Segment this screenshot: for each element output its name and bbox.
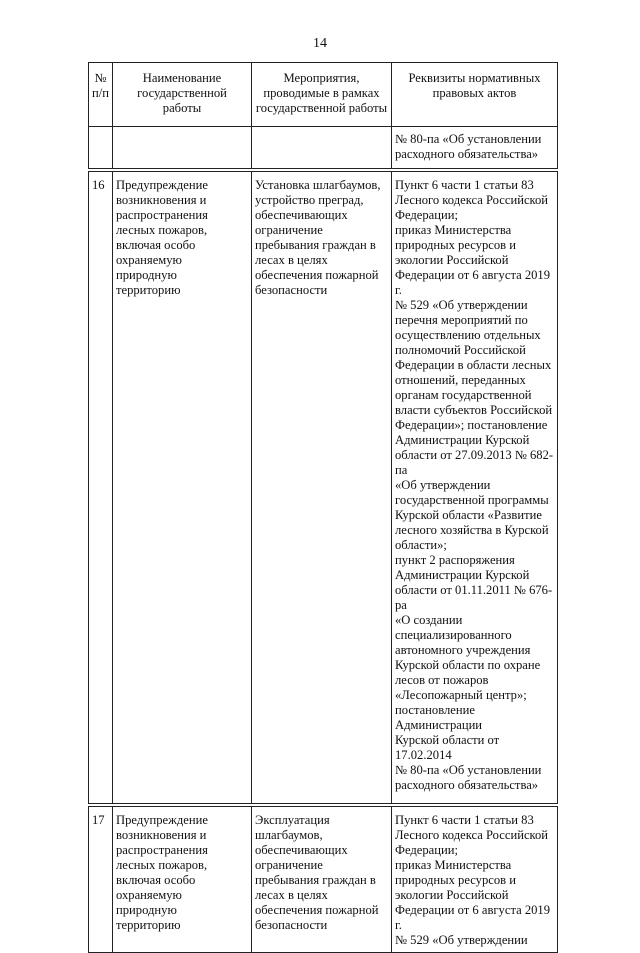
cell-acts: Пункт 6 части 1 статьи 83 Лесного кодекса Российской Федерации; приказ Министерства природных ресурсов и экологии Российской Федерации от 6 августа 2019 г. № 529 «Об утверждении перечня мероприятий по осуществлению отдельных полномочий Российской Федерации в области лесных отношений, переданных органам государственной власти субъектов Российской Федерации»; постановление Администрации Курской области от 27.09.2013 № 682-па «Об утверждении государственной программы Курской области «Развитие лесного хозяйства в Курской области»; пункт 2 распоряжения Администрации Курской области от 01.11.2011 № 676-ра «О создании специализированного автономного учреждения Курской области по охране лесов от пожаров «Лесопожарный центр»; постановление Администрации Курской области от 17.02.2014 № 80-па «Об установлении расходного обязательства» <box>392 172 558 804</box>
page-number: 14 <box>313 36 327 51</box>
cell-acts: Пункт 6 части 1 статьи 83 Лесного кодекса Российской Федерации; приказ Министерства природных ресурсов и экологии Российской Федерации от 6 августа 2019 г. № 529 «Об утверждении <box>392 807 558 953</box>
header-measures: Мероприятия, проводимые в рамках государственной работы <box>252 63 392 127</box>
table-row <box>89 807 558 953</box>
header-num: № п/п <box>89 63 113 127</box>
cell-measures <box>252 127 392 169</box>
cell-measures: Установка шлагбаумов, устройство преград, обеспечивающих ограничение пребывания граждан в лесах в целях обеспечения пожарной безопасности <box>252 172 392 804</box>
table-row-continuation <box>89 127 558 169</box>
cell-num: 16 <box>89 172 113 804</box>
cell-name: Предупреждение возникновения и распространения лесных пожаров, включая особо охраняемую природную территорию <box>113 807 252 953</box>
cell-measures: Эксплуатация шлагбаумов, обеспечивающих ограничение пребывания граждан в лесах в целях обеспечения пожарной безопасности <box>252 807 392 953</box>
cell-acts: № 80-па «Об установлении расходного обязательства» <box>392 127 558 169</box>
table-row <box>89 172 558 804</box>
header-acts: Реквизиты нормативных правовых актов <box>392 63 558 127</box>
cell-name <box>113 127 252 169</box>
cell-num <box>89 127 113 169</box>
header-name: Наименование государственной работы <box>113 63 252 127</box>
cell-num: 17 <box>89 807 113 953</box>
legal-acts-table <box>88 62 558 953</box>
cell-name: Предупреждение возникновения и распространения лесных пожаров, включая особо охраняемую природную территорию <box>113 172 252 804</box>
table-header-row <box>89 63 558 127</box>
